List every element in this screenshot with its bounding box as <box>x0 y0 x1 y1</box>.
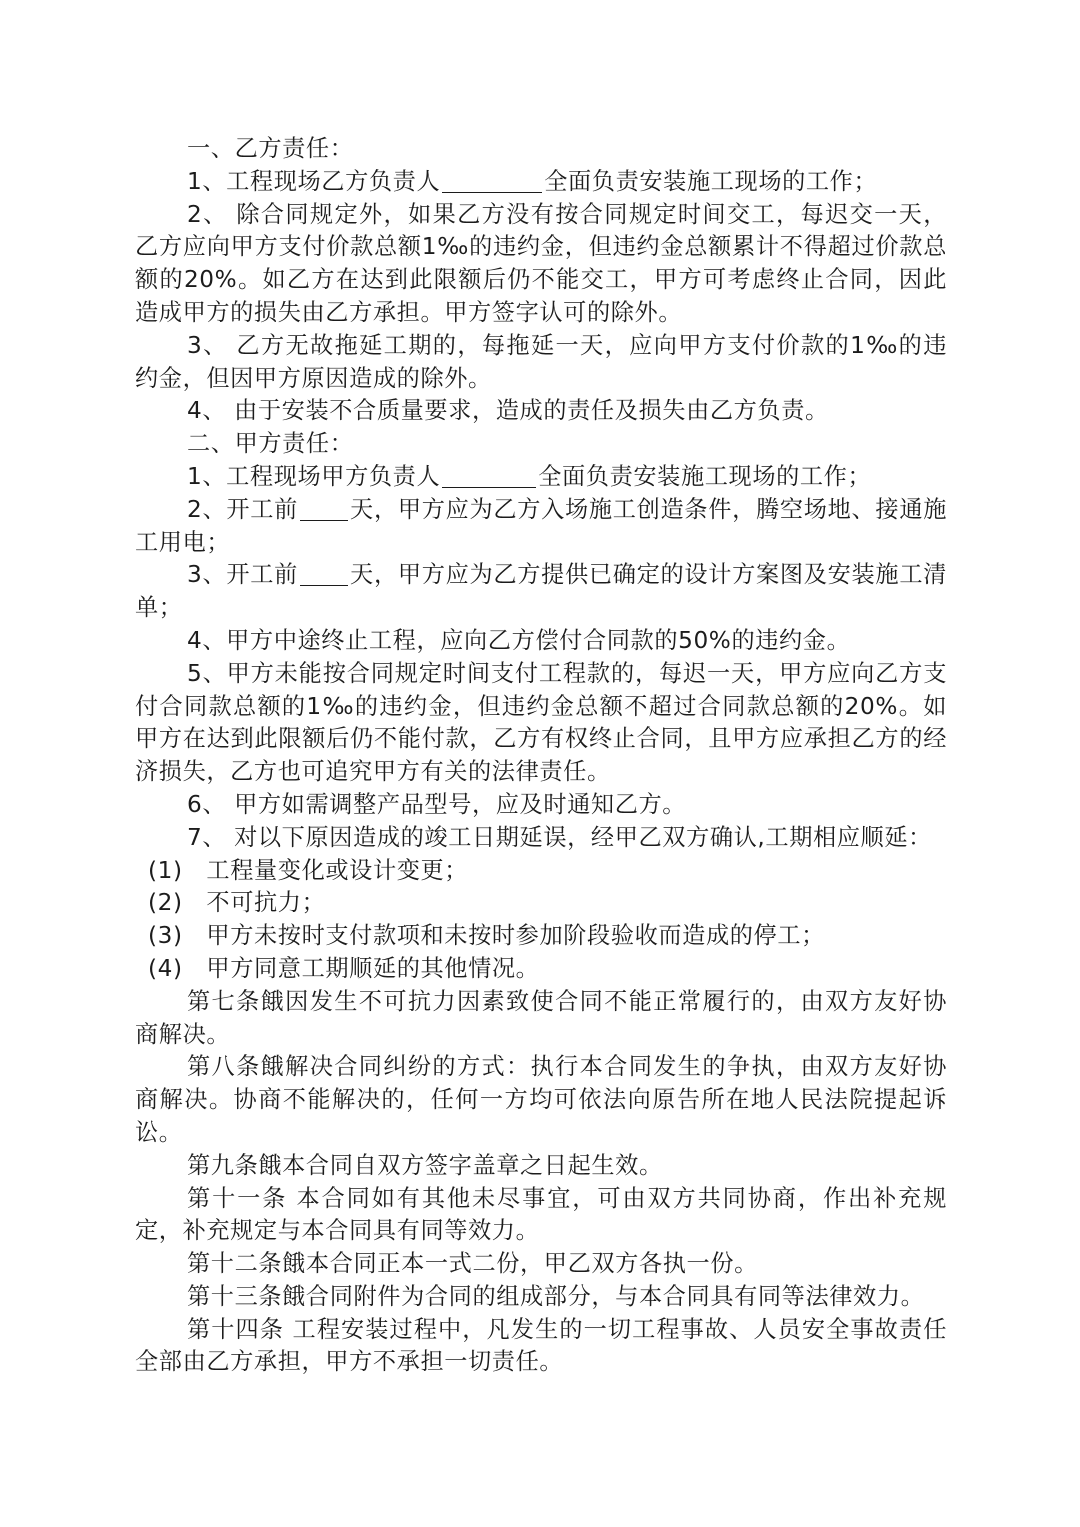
clause-b3: 3、 乙方无故拖延工期的，每拖延一天，应向甲方支付价款的1‰的违约金，但因甲方原因造成的除外。 <box>135 331 947 392</box>
clause-b1-post: 全面负责安装施工现场的工作； <box>544 167 878 195</box>
clause-a1-pre: 1、工程现场甲方负责人 <box>187 462 441 490</box>
clause-a1 <box>135 461 947 494</box>
article-11: 第十一条 本合同如有其他未尽事宜，可由双方共同协商，作出补充规定，补充规定与本合同具有同等效力。 <box>135 1184 947 1245</box>
clause-a1-post: 全面负责安装施工现场的工作； <box>538 462 872 490</box>
clause-a2 <box>135 494 947 560</box>
clause-a7: 7、 对以下原因造成的竣工日期延误，经甲乙双方确认,工期相应顺延： <box>187 823 932 851</box>
fill-blank-a-manager <box>442 465 536 488</box>
contract-text <box>135 133 947 1379</box>
section-title-party-b: 一、乙方责任： <box>187 135 354 162</box>
article-12: 第十二条餓本合同正本一式二份，甲乙双方各执一份。 <box>187 1250 758 1278</box>
delay-reason-2: (2) 不可抗力； <box>148 889 326 917</box>
fill-blank-days-1 <box>300 498 348 521</box>
article-14: 第十四条 工程安装过程中，凡发生的一切工程事故、人员安全事故责任全部由乙方承担，甲方不承担一切责任。 <box>135 1315 947 1376</box>
clause-b1-pre: 1、工程现场乙方负责人 <box>187 167 441 195</box>
article-9: 第九条餓本合同自双方签字盖章之日起生效。 <box>187 1151 663 1179</box>
delay-reason-1: (1) 工程量变化或设计变更； <box>148 856 469 884</box>
delay-reason-4: (4) 甲方同意工期顺延的其他情况。 <box>148 954 540 982</box>
section-title-party-a: 二、甲方责任： <box>187 430 354 458</box>
clause-b1 <box>135 166 947 199</box>
clause-a3 <box>135 559 947 625</box>
clause-a6: 6、 甲方如需调整产品型号，应及时通知乙方。 <box>187 790 687 818</box>
fill-blank-b-manager <box>442 170 542 193</box>
clause-a3-post: 天，甲方应为乙方提供已确定的设计方案图及安装施工清单； <box>135 561 947 622</box>
clause-b4: 4、 由于安装不合质量要求，造成的责任及损失由乙方负责。 <box>187 397 829 425</box>
clause-a3-pre: 3、开工前 <box>187 561 298 589</box>
clause-a2-pre: 2、开工前 <box>187 495 298 523</box>
clause-b2: 2、 除合同规定外，如果乙方没有按合同规定时间交工，每迟交一天，乙方应向甲方支付价款总额1‰的违约金，但违约金总额累计不得超过价款总额的20%。如乙方在达到此限额后仍不能交工，甲方可考虑终止合同，因此造成甲方的损失由乙方承担。甲方签字认可的除外。 <box>135 200 947 326</box>
article-13: 第十三条餓合同附件为合同的组成部分，与本合同具有同等法律效力。 <box>187 1282 925 1310</box>
clause-a4: 4、甲方中途终止工程，应向乙方偿付合同款的50%的违约金。 <box>187 626 851 654</box>
clause-a5: 5、甲方未能按合同规定时间支付工程款的，每迟一天，甲方应向乙方支付合同款总额的1‰的违约金，但违约金总额不超过合同款总额的20%。如甲方在达到此限额后仍不能付款，乙方有权终止合同，且甲方应承担乙方的经济损失，乙方也可追究甲方有关的法律责任。 <box>135 659 947 786</box>
fill-blank-days-2 <box>300 563 348 586</box>
article-7: 第七条餓因发生不可抗力因素致使合同不能正常履行的，由双方友好协商解决。 <box>135 987 947 1048</box>
article-8: 第八条餓解决合同纠纷的方式：执行本合同发生的争执，由双方友好协商解决。协商不能解决的，任何一方均可依法向原告所在地人民法院提起诉讼。 <box>135 1053 947 1146</box>
delay-reason-3: (3) 甲方未按时支付款项和未按时参加阶段验收而造成的停工； <box>148 922 825 950</box>
clause-a2-post: 天，甲方应为乙方入场施工创造条件，腾空场地、接通施工用电； <box>135 495 947 556</box>
